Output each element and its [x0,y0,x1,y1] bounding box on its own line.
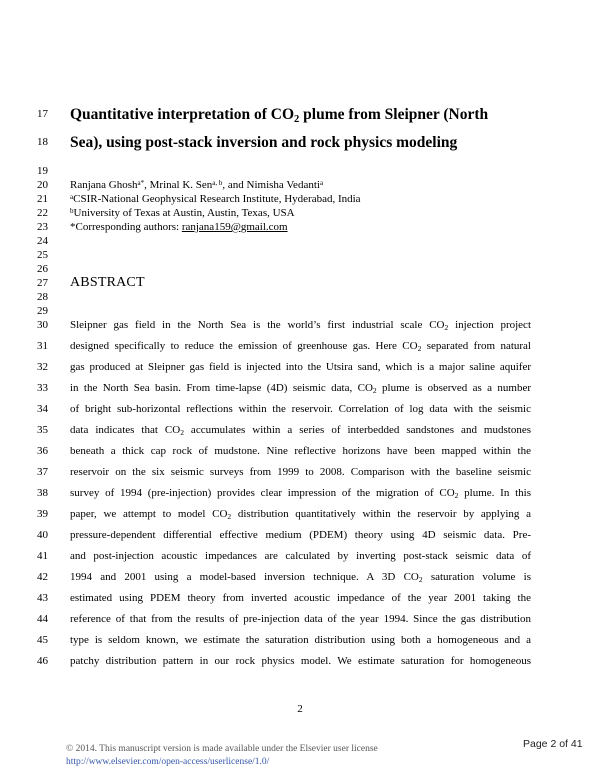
line-number: 32 [37,361,48,373]
abstract-line: designed specifically to reduce the emission of greenhouse gas. Here $CO_2$ separated from natural [70,340,531,353]
abstract-heading: ABSTRACT [70,275,145,290]
abstract-line: reservoir on the six seismic surveys from 1999 to 2008. Comparison with the baseline seismic [70,466,531,478]
line-number: 24 [37,235,48,247]
abstract-line: of bright sub-horizontal reflections within the reservoir. Correlation of log data with the seismic [70,403,531,415]
line-number: 22 [37,207,48,219]
author-list: Ranjana Ghosh$^{a*}$, Mrinal K. Sen$^{a, b}$, and Nimisha Vedanti$^a$ [70,179,324,191]
paper-title-line-2: Sea), using post-stack inversion and rock physics modeling [70,134,458,151]
abstract-line: and post-injection acoustic impedances are calculated by inverting post-stack seismic data of [70,550,531,562]
abstract-line: Sleipner gas field in the North Sea is the world’s first industrial scale $CO_2$ injection project [70,319,531,332]
email-link[interactable]: ranjana159@gmail.com [181,221,288,233]
line-number: 19 [37,165,48,177]
line-number: 31 [37,340,48,352]
affiliation-a: $^a$CSIR-National Geophysical Research Institute, Hyderabad, India [70,193,361,205]
line-number: 29 [37,305,48,317]
license-notice: © 2014. This manuscript version is made available under the Elsevier user license [66,744,378,754]
abstract-line: paper, we attempt to model $CO_2$ distribution quantitatively within the reservoir by applying a [70,508,531,521]
line-number: 18 [37,136,48,148]
page-number: 2 [297,703,303,715]
abstract-line: pressure-dependent differential effective medium (PDEM) theory using 4D seismic data. Pre- [70,529,531,541]
line-number: 27 [37,277,48,289]
abstract-line: estimated using PDEM theory from inverted acoustic impedance of the year 2001 taking the [70,592,531,604]
abstract-line: patchy distribution pattern in our rock physics model. We estimate saturation for homogeneous [70,655,531,667]
line-number: 41 [37,550,48,562]
line-number: 43 [37,592,48,604]
line-number: 45 [37,634,48,646]
line-number: 30 [37,319,48,331]
abstract-line: in the North Sea basin. From time-lapse (4D) seismic data, $CO_2$ plume is observed as a number [70,382,532,395]
line-number: 23 [37,221,48,233]
license-link[interactable]: http://www.elsevier.com/open-access/userlicense/1.0/ [66,757,270,767]
line-number: 37 [37,466,48,478]
line-number: 38 [37,487,48,499]
line-number: 28 [37,291,48,303]
abstract-line: beneath a thick cap rock of mudstone. Nine reflective horizons have been mapped within the [70,445,531,457]
abstract-line: gas produced at Sleipner gas field is injected into the Utsira sand, which is a major saline aquifer [70,361,531,373]
page-of-indicator: Page 2 of 41 [523,738,583,750]
abstract-line: data indicates that $CO_2$ accumulates within a series of interbedded sandstones and mudstones [70,424,531,437]
line-number: 33 [37,382,48,394]
line-number: 35 [37,424,48,436]
line-number: 26 [37,263,48,275]
line-number: 17 [37,108,48,120]
line-number: 39 [37,508,48,520]
line-number: 20 [37,179,48,191]
line-number: 25 [37,249,48,261]
line-number: 34 [37,403,48,415]
paper-title-line-1: Quantitative interpretation of $CO_2$ plume from Sleipner (North [70,106,489,125]
abstract-line: survey of 1994 (pre-injection) provides clear impression of the migration of $CO_2$ plume. In this [70,487,531,500]
line-number: 36 [37,445,48,457]
abstract-line: type is seldom known, we estimate the saturation distribution using both a homogeneous and a [70,634,531,646]
affiliation-b: $^b$University of Texas at Austin, Austin, Texas, USA [70,207,295,219]
abstract-line: 1994 and 2001 using a model-based inversion technique. A 3D $CO_2$ saturation volume is [70,571,531,584]
line-number: 46 [37,655,48,667]
line-number: 40 [37,529,48,541]
abstract-line: reference of that from the results of pre-injection data of the year 1994. Since the gas distribution [70,613,531,625]
line-number: 44 [37,613,48,625]
line-number: 21 [37,193,48,205]
line-number: 42 [37,571,48,583]
corresponding-author: *Corresponding authors: ranjana159@gmail.com [70,221,288,233]
